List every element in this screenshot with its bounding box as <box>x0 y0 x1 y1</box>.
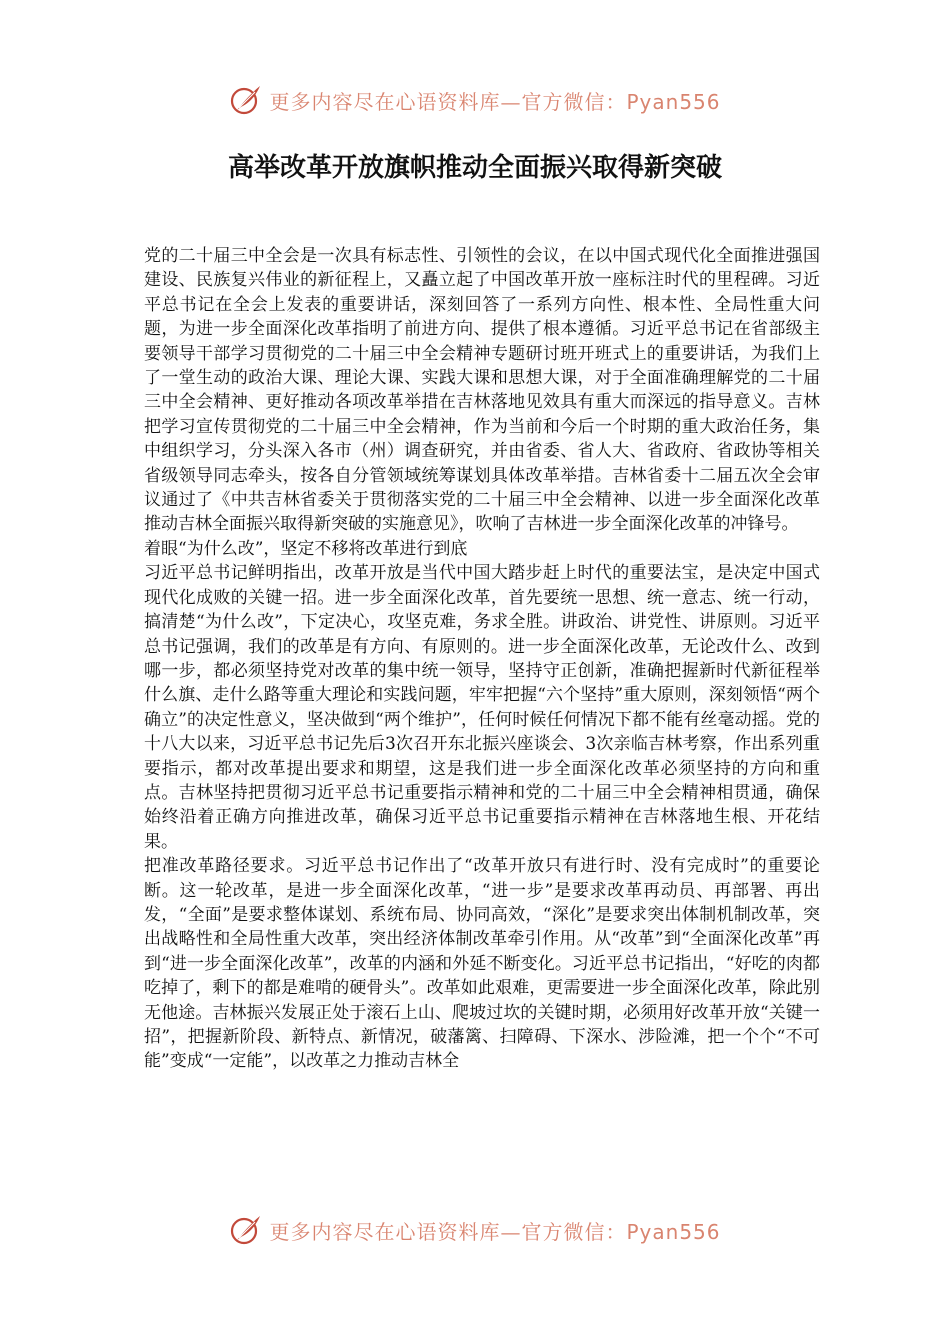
section-heading: 着眼“为什么改”，坚定不移将改革进行到底 <box>144 538 468 559</box>
watermark-wechat-id: Pyan556 <box>626 89 721 114</box>
watermark-text-cn: 更多内容尽在心语资料库—官方微信： <box>269 1219 627 1244</box>
watermark-text <box>269 86 720 115</box>
paragraph: 习近平总书记鲜明指出，改革开放是当代中国大踏步赶上时代的重要法宝，是决定中国式现代化成败的关键一招。进一步全面深化改革，首先要统一思想、统一意志、统一行动，搞清楚“为什么改”，下定决心，攻坚克难，务求全胜。讲政治、讲党性、讲原则。习近平总书记强调，我们的改革是有方向、有原则的。进一步全面深化改革，无论改什么、改到哪一步，都必须坚持党对改革的集中统一领导，坚持守正创新，准确把握新时代新征程举什么旗、走什么路等重大理论和实践问题，牢牢把握“六个坚持”重大原则，深刻领悟“两个确立”的决定性意义，坚决做到“两个维护”，任何时候任何情况下都不能有丝毫动摇。党的十八大以来，习近平总书记先后3次召开东北振兴座谈会、3次亲临吉林考察，作出系列重要指示，都对改革提出要求和期望，这是我们进一步全面深化改革必须坚持的方向和重点。吉林坚持把贯彻习近平总书记重要指示精神和党的二十届三中全会精神相贯通，确保始终沿着正确方向推进改革，确保习近平总书记重要指示精神在吉林落地生根、开花结果。 <box>144 563 820 852</box>
document-body <box>144 244 820 1074</box>
watermark-text-cn: 更多内容尽在心语资料库—官方微信： <box>269 89 627 114</box>
paragraph-intro: 党的二十届三中全会是一次具有标志性、引领性的会议，在以中国式现代化全面推进强国建设、民族复兴伟业的新征程上，又矗立起了中国改革开放一座标注时代的里程碑。习近平总书记在全会上发表的重要讲话，深刻回答了一系列方向性、根本性、全局性重大问题，为进一步全面深化改革指明了前进方向、提供了根本遵循。习近平总书记在省部级主要领导干部学习贯彻党的二十届三中全会精神专题研讨班开班式上的重要讲话，为我们上了一堂生动的政治大课、理论大课、实践大课和思想大课，对于全面准确理解党的二十届三中全会精神、更好推动各项改革举措在吉林落地见效具有重大而深远的指导意义。吉林把学习宣传贯彻党的二十届三中全会精神，作为当前和今后一个时期的重大政治任务，集中组织学习，分头深入各市（州）调查研究，并由省委、省人大、省政府、省政协等相关省级领导同志牵头，按各自分管领域统筹谋划具体改革举措。吉林省委十二届五次全会审议通过了《中共吉林省委关于贯彻落实党的二十届三中全会精神、以进一步全面深化改革推动吉林全面振兴取得新突破的实施意见》，吹响了吉林进一步全面深化改革的冲锋号。 <box>144 246 820 535</box>
feather-quill-logo-icon <box>229 1213 263 1247</box>
watermark-wechat-id: Pyan556 <box>626 1219 721 1244</box>
header-watermark <box>0 80 950 120</box>
footer-watermark <box>0 1210 950 1250</box>
feather-quill-logo-icon <box>229 83 263 117</box>
page-title: 高举改革开放旗帜推动全面振兴取得新突破 <box>227 153 722 183</box>
watermark-text <box>269 1216 720 1245</box>
paragraph: 把准改革路径要求。习近平总书记作出了“改革开放只有进行时、没有完成时”的重要论断。这一轮改革，是进一步全面深化改革，“进一步”是要求改革再动员、再部署、再出发，“全面”是要求整体谋划、系统布局、协同高效，“深化”是要求突出体制机制改革，突出战略性和全局性重大改革，突出经济体制改革牵引作用。从“改革”到“全面深化改革”再到“进一步全面深化改革”，改革的内涵和外延不断变化。习近平总书记指出，“好吃的肉都吃掉了，剩下的都是难啃的硬骨头”。改革如此艰难，更需要进一步全面深化改革，除此别无他途。吉林振兴发展正处于滚石上山、爬坡过坎的关键时期，必须用好改革开放“关键一招”，把握新阶段、新特点、新情况，破藩篱、扫障碍、下深水、涉险滩，把一个个“不可能”变成“一定能”，以改革之力推动吉林全 <box>144 856 820 1072</box>
